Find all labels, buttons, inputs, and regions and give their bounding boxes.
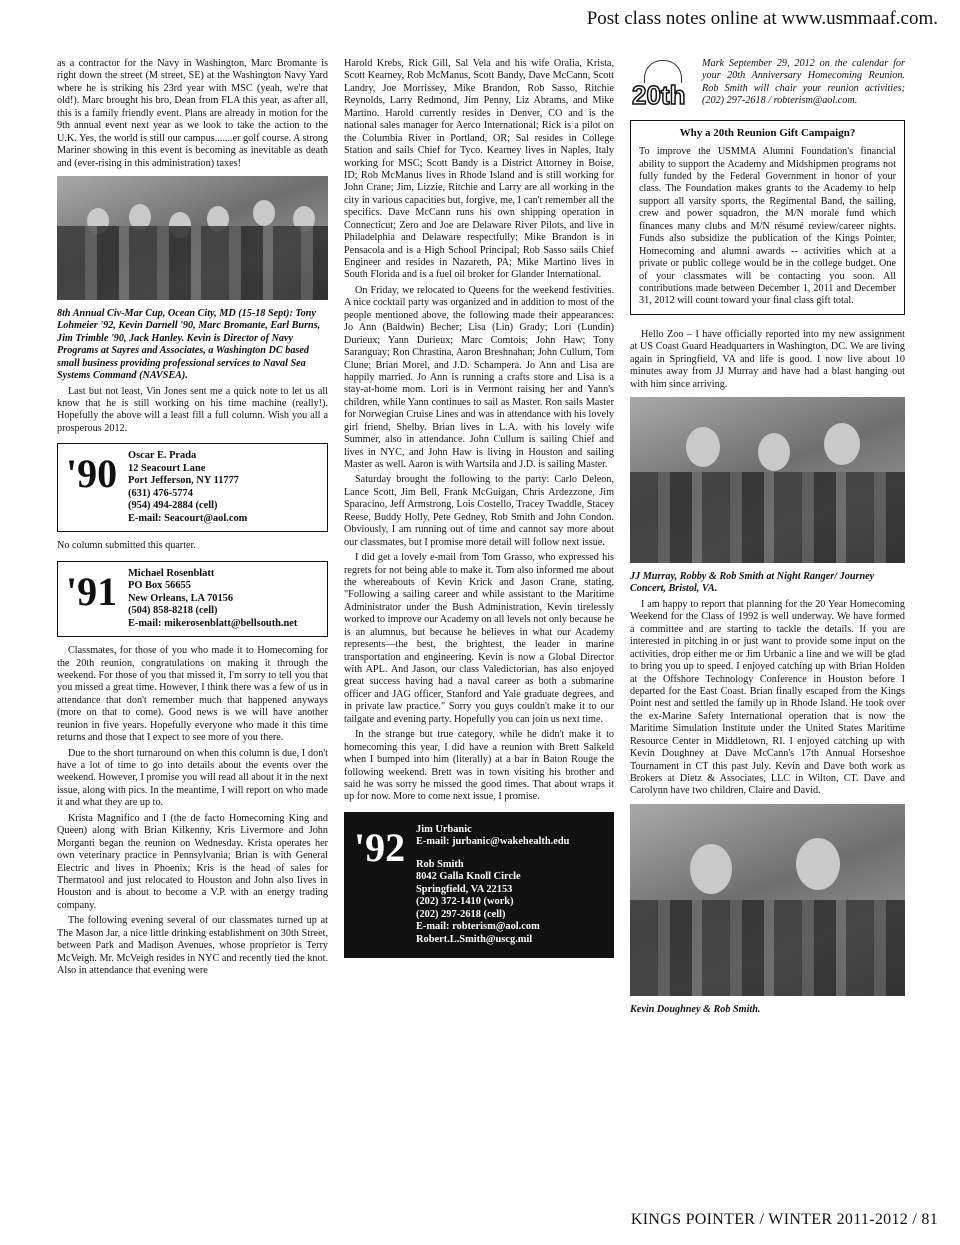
contact-name: Michael Rosenblatt (128, 567, 215, 579)
photo-caption: JJ Murray, Robby & Rob Smith at Night Ranger/ Journey Concert, Bristol, VA. (630, 571, 875, 595)
contact-address: 8042 Galla Knoll Circle (416, 871, 521, 883)
paragraph: Due to the short turnaround on when this column is due, I don't have a lot of time to go into details about the events over the weekend. However, I promise you will read all about it in the next issue, along with pics. In the meantime, I will report on who made it and what they are up to. (57, 747, 328, 809)
class-year: '92 (354, 824, 406, 870)
column-3 (630, 58, 905, 1019)
gift-campaign-title: Why a 20th Reunion Gift Campaign? (679, 126, 856, 139)
photo-caption: Kevin Doughney & Rob Smith. (630, 1003, 761, 1015)
logo-text: 20th (632, 80, 686, 110)
paragraph: I did get a lovely e-mail from Tom Grasso, who expressed his regrets for not being able to make it. Tom also informed me about the whereabouts of Kevin Krick and Jason Crane, stating, "Following a sailing career and while assistant to the Maritime Administrator under the Bush Administration, Kevin tirelessly worked to improve our Academy on all levels not only because he is an alumnus, but because he believes in what our Academy represents—the best, the brightest, the leader in marine transportation and engineering. Kevin is now a Global Director with APL. And Jason, our class Valedictorian, has also enjoyed great success having had a naval career as both a submarine officer and JAG officer, Stanford and Yale graduate degrees, and in private law practice." Sorry you guys couldn't make it to our tailgate and evening party. Hopefully you can join us next time. (344, 552, 614, 725)
photo-caption: 8th Annual Civ-Mar Cup, Ocean City, MD (15-18 Sept): Tony Lohmeier '92, Kevin Darnell '90, Marc Bromante, Earl Burns, Jim Trimble '90, Jack Hanley. Kevin is Director of Navy Programs at Sayres and Associates, a Washington DC based small business providing professional services to Naval Sea Systems Command (NAVSEA). (57, 307, 321, 382)
contact-name: Jim Urbanic (416, 823, 472, 835)
class-90-contact-box (57, 443, 328, 532)
paragraph: I am happy to report that planning for the 20 Year Homecoming Weekend for the Class of 1992 is well underway. We have formed a committee and are starting to tackle the details. If you are interested in pitching in or just want to provide some input on the activities, drop either me or Jim Urbanic a line and we will be glad to bring you up to speed. I enjoyed catching up with Brian Holden at the Offshore Technology Conference in Houston before I departed for the East Coast. Brian finally escaped from the Kings Point nest and settled the family up in Rhode Island. He took over the ex-Marine Safety International operation that is now the Maritime Simulation Institute under the United States Maritime Resource Center in Middletown, RI. I enjoyed catching up with Kevin Doughney at Dave McCann's 17th Annual Horseshoe Tournament in CT this past July. Kevin and Dave both work as Brokers at Dietz & Associates, LLC in Wilton, CT. Dave and Carolynn have two children, Claire and David. (630, 598, 905, 797)
contact-phone: (631) 476-5774 (128, 487, 193, 499)
page-footer: KINGS POINTER / WINTER 2011-2012 / 81 (630, 1211, 938, 1228)
class-92-contact-box (344, 812, 614, 958)
contact-cell: (954) 494-2884 (cell) (128, 500, 218, 512)
paragraph: On Friday, we relocated to Queens for the weekend festivities. A nice cocktail party was organized and in addition to most of the people mentioned above, the following made their appearances: Jo Ann (Baldwin) Becher; Lisa (Lin) Grady; Lori (Lundin) Durieux; Yann Durieux; Marc Comtois; John Haw; Tony Saranguay; Ron Chrastina, Aaron Breshnahan; John Cullum, Tom Clune; Brian Morel, and J.D. Schampera. Jo Ann and Lisa are happily married. Jo Ann is running a crafts store and Lisa is a stay-at-home mom. Lori is in Vermont raising her and Yann's children, while Yann continues to sail as Master. Ron sails Master for Norwegian Cruise Lines and was in attendance with his lovely girl friend, Shelby. Brian lives in L.A. with his lovely wife Summer, also in attendance. John Cullum is sailing Chief and lives in NYC, and John Haw is living in Houston and sailing Master as well. Aaron is with Wartsila and J.D. is sailing Master. (344, 284, 614, 470)
contact-city: New Orleans, LA 70156 (128, 592, 234, 604)
paragraph: Last but not least, Vin Jones sent me a quick note to let us all know that he is still working on his time machine (really!). Hopefully the above will a least fill a full column. Wish you all a prosperous 2012. (57, 385, 328, 434)
contact-address: PO Box 56655 (128, 580, 191, 592)
column-2 (344, 58, 614, 966)
column-1 (57, 58, 328, 980)
contact-name: Rob Smith (416, 858, 464, 870)
paragraph: The following evening several of our classmates turned up at The Mason Jar, a nice little drinking establishment on 30th Street, between Park and Madison Avenues, whose proprietor is Terry McVeigh. Mr. McVeigh resides in NYC and recently tied the knot. Also in attendance that evening were (57, 915, 328, 977)
contact-work-phone: (202) 372-1410 (work) (416, 896, 514, 908)
paragraph: Classmates, for those of you who made it to Homecoming for the 20th reunion, congratulations on making it through the weekend. For those of you that missed it, I'm sorry to tell you that you missed a great time. However, I think there was a few of us in attendance that don't remember much that happened anyways (more on that to come). Good news is we will have another reunion in five years. Hopefully everyone who made it this time returns and those that I expect to see more of you there. (57, 645, 328, 744)
contact-email[interactable]: E-mail: robterism@aol.com (416, 921, 540, 933)
contact-city: Springfield, VA 22153 (416, 883, 513, 895)
contact-email[interactable]: E-mail: Seacourt@aol.com (128, 512, 248, 524)
page-header: Post class notes online at www.usmmaaf.com. (586, 8, 938, 29)
contact-address: 12 Seacourt Lane (128, 462, 206, 474)
paragraph: In the strange but true category, while he didn't make it to homecoming this year, I did have a reunion with Brett Salkeld when I bumped into him (literally) at a bar in Baton Rouge the following weekend. Brett was in town visiting his brother and said he was sorry he missed the good times. That about wraps it up for now. More to come next issue, I promise. (344, 729, 614, 803)
class-91-contact-box (57, 561, 328, 637)
20th-reunion-logo (630, 58, 696, 114)
gift-campaign-body: To improve the USMMA Alumni Foundation's financial ability to support the Academy and Midshipmen programs not fully funded by the Federal Government in honor of your class. The Foundation makes grants to the Academy to help support all varsity sports, the Regimental Band, the sailing, crew and power squadron, the M/N morale fund which finances many clubs and M/N résumé review/career nights. Funds also subsidize the publication of the Kings Pointer, Homecoming and alumni awards -- activities which at a private or public college would be in the college budget. One of your classmates will be contacting you soon. All contributions made between December 1, 2011 and December 31, 2012 will count toward your final class gift total. (639, 146, 896, 307)
gift-campaign-box (630, 120, 905, 315)
contact-email[interactable]: E-mail: mikerosenblatt@bellsouth.net (128, 617, 298, 629)
contact-email[interactable]: E-mail: jurbanic@wakehealth.edu (416, 836, 570, 848)
reunion-announcement: Mark September 29, 2012 on the calendar for your 20th Anniversary Homecoming Reunion. Rob Smith will chair your reunion activities; (202) 297-2618 / robterism@aol.com. (702, 58, 905, 107)
contact-name: Oscar E. Prada (128, 450, 197, 462)
contact-cell: (202) 297-2618 (cell) (416, 908, 506, 920)
photo-concert-trio (630, 397, 905, 563)
photo-doughney-smith (630, 804, 905, 996)
photo-golf-group (57, 176, 328, 300)
paragraph: Saturday brought the following to the party: Carlo Deleon, Lance Scott, Jim Bell, Frank McGuigan, Chris Ardezzone, Jim Sparacino, Jeff Armstrong, Lois Costello, Tracey Twaddle, Stacey Reese, Buddy Holly, Pete Gedney, Rob Smith and John Condon. Obviously, I am running out of time and cannot say more about our classmates, but I promise more detail will follow next issue. (344, 474, 614, 548)
class-year: '90 (66, 451, 118, 497)
class-year: '91 (66, 568, 118, 614)
paragraph: Hello Zoo – I have officially reported into my new assignment at US Coast Guard Headquarters in Washington, DC. We are living again in Springfield, VA and life is good. I now live about 10 minutes away from JJ Murray and have had a blast hanging out with him since arriving. (630, 328, 905, 390)
paragraph: as a contractor for the Navy in Washington, Marc Bromante is right down the street (M street, SE) at the Washington Navy Yard where he is striking his 23rd year with MSC (yeah, we're that old!). Marc brought his bro, Dean from FLA this year, as after all, this is a family friendly event. Plans are already in motion for the 9th annual event next year as we look to take the action to the U.K. Yes, the world is still our campus.......er golf course. A strong Mariner showing in this event is becoming as inevitable as death and (ever-rising in this administration) taxes! (57, 58, 328, 169)
paragraph: Krista Magnifico and I (the de facto Homecoming King and Queen) along with Brian Kilkenny, Kris Livermore and John Morganti began the reunion on Wednesday. Krista operates her own veterinary practice in Pennsylvania; Brian is with General Electric and lives in Phoenix; Kris is the head of sales for Thermatool and just relocated to Houston and John also lives in Houston and is about to become a V.P. with an energy trading company. (57, 812, 328, 911)
paragraph: No column submitted this quarter. (57, 540, 196, 552)
contact-cell: (504) 858-8218 (cell) (128, 605, 218, 617)
paragraph: Harold Krebs, Rick Gill, Sal Vela and his wife Oralia, Krista, Scott Kearney, Rob McManus, Scott Bandy, Dave McCann, Scott Landry, Joe Morrissey, Mike Brandon, Rob Sasso, Ritchie Reynolds, Larry Redmond, Jim Penny, Liz Abrams, and Mike Martino. Harold currently resides in Denver, CO and is the national sales manager for Aerco International; Rick is a pilot on the Columbia River in Portland, OR; Sal resides in College Station and sails Chief for Tyco. Kearney lives in Naples, Italy working for MSC; Scott Bandy is a District Attorney in Boise, ID; Rob McManus lives in Rhode Island and is still working for John Crane; Jim, Lizzie, Ritchie and Larry are all working in the city in various capacities but, forgive, me, I can't remember all the specifics. Dave McCann runs his own shipping operation in Connecticut; Zero and Joe are Delaware River Pilots, and live in Philadelphia and Delaware respectfully; Mike Brandon is in Pensacola and is a High School Principal; Rob Sasso sails Chief Engineer and resides in Nazareth, PA; Mike Martino lives in South Florida and is a fuel oil broker for Glander International. (344, 58, 614, 281)
contact-city: Port Jefferson, NY 11777 (128, 475, 239, 487)
contact-email-alt[interactable]: Robert.L.Smith@uscg.mil (416, 933, 533, 945)
